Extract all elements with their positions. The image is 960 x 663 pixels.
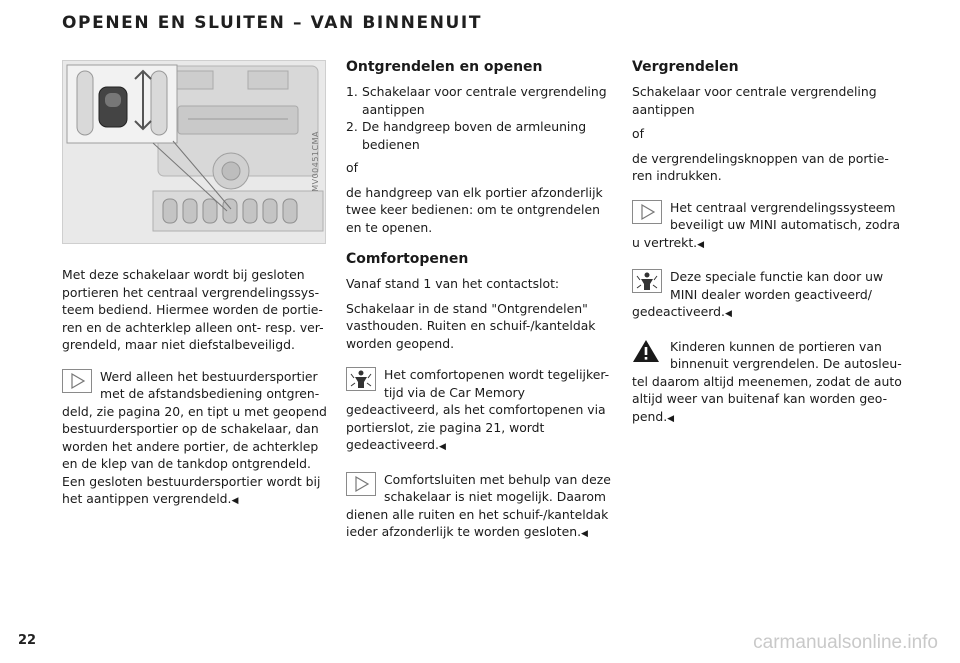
col1-note-text: Werd alleen het bestuurdersportier met de afstandsbediening ontgren-deld, zie pagina 20, en tipt u met geopend bestuurdersportier op de schakelaar, dan worden het andere portier, de achterklep en de klep van de tankdop ontgrendeld. Een gesloten bestuurdersportier wordt bij het aantippen vergrendeld. [62,368,327,506]
col2-note2-text: Comfortsluiten met behulp van deze schakelaar is niet mogelijk. Daarom dienen alle ruiten en het schuif-/kanteldak ieder afzonderlijk te worden gesloten. [346,471,611,539]
end-mark-icon: ◀ [697,239,705,250]
list-item: 2. De handgreep boven de armleuning bedienen [346,119,587,152]
col3-note2-text: Deze speciale functie kan door uw MINI dealer worden geactiveerd/ gedeactiveerd. [632,269,884,319]
col2-para3: Schakelaar in de stand "Ontgrendelen" vasthouden. Ruiten en schuif-/kanteldak worden geopend. [346,300,596,351]
dealer-person-icon [346,367,376,391]
col2-note1 [346,366,618,457]
steps-list [346,83,618,153]
column-right [632,58,904,428]
list-item: 1. Schakelaar voor centrale vergrendeling aantippen [346,84,607,117]
hint-triangle-icon [632,200,662,224]
heading-comfortopenen: Comfortopenen [346,251,469,267]
hint-triangle-icon [62,369,92,393]
col2-note1-text: Het comfortopenen wordt tegelijker-tijd via de Car Memory gedeactiveerd, als het comfortopenen via portierslot, zie pagina 21, wordt gedeactiveerd. [346,367,610,452]
dashboard-switch-illustration [63,61,325,243]
switch-figure [62,60,326,244]
end-mark-icon: ◀ [667,413,675,424]
end-mark-icon: ◀ [438,442,446,452]
end-mark-icon: ◀ [724,309,732,319]
column-left [62,60,330,511]
col3-note3-text: Kinderen kunnen de portieren van binnenuit vergrendelen. De autosleu-tel daarom altijd meenemen, zodat de auto altijd weer van buitenaf kan worden geo-pend. [632,338,902,424]
heading-ontgrendelen: Ontgrendelen en openen [346,59,543,75]
end-mark-icon: ◀ [581,529,588,539]
col1-paragraph: Met deze schakelaar wordt bij gesloten portieren het centraal vergrendelingssys-teem bediend. Hiermee worden de portie-ren en de achterklep alleen ont- resp. ver-grendeld, maar niet diefstalbeveiligd. [62,267,324,352]
page-title: OPENEN EN SLUITEN – VAN BINNENUIT [62,13,483,33]
col2-para2: Vanaf stand 1 van het contactslot: [346,276,560,291]
watermark: carmanualsonline.info [753,632,938,653]
col3-note3 [632,338,904,429]
page-number: 22 [18,633,37,648]
of-text: of [346,160,358,175]
of-text: of [632,126,644,141]
col2-note2 [346,471,618,544]
col3-para2: de vergrendelingsknoppen van de portie-ren indrukken. [632,150,889,183]
col3-para1: Schakelaar voor centrale vergrendeling aantippen [632,84,877,117]
end-mark-icon: ◀ [231,496,239,506]
col3-note1 [632,199,904,255]
column-middle [346,58,618,544]
heading-vergrendelen: Vergrendelen [632,59,739,75]
col3-note1-text: Het centraal vergrendelingssysteem beveiligt uw MINI automatisch, zodra u vertrekt. [632,199,901,250]
col1-note [62,368,330,511]
col3-note2 [632,268,904,324]
warning-icon [632,339,662,363]
figure-code: MV00451CMA [310,131,320,192]
col2-para1: de handgreep van elk portier afzonderlijk twee keer bedienen: om te ontgrendelen en te openen. [346,184,603,235]
dealer-person-icon [632,269,662,293]
hint-triangle-icon [346,472,376,496]
